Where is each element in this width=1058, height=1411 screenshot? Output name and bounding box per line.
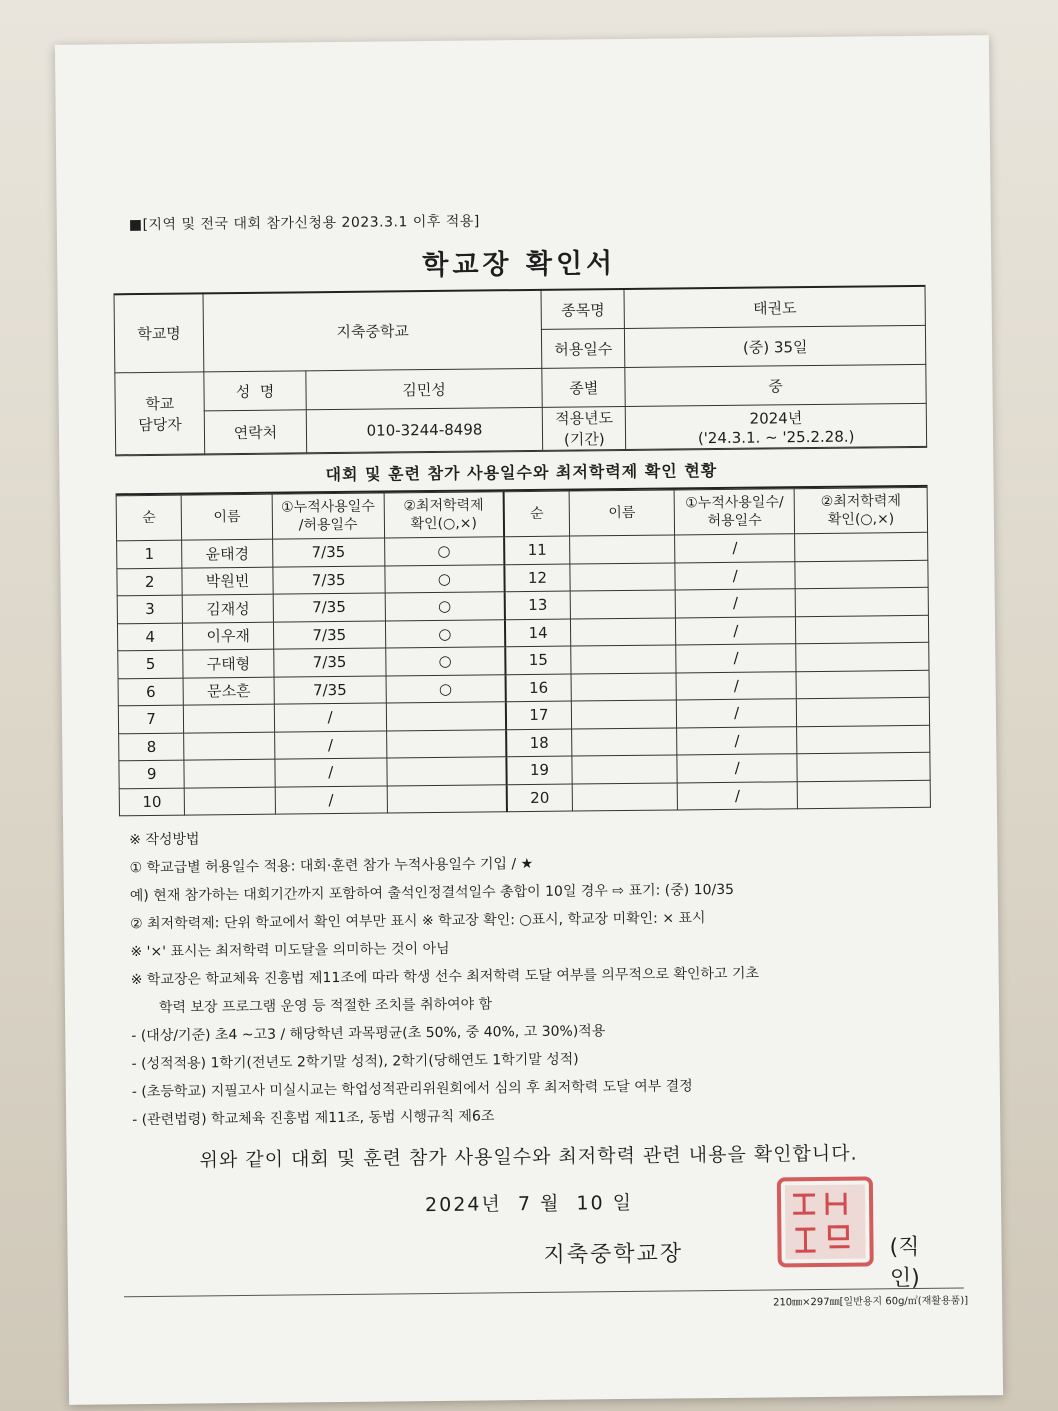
row-academic: ○ [385,619,505,648]
status-table [116,487,931,816]
row-academic-right [797,697,930,726]
document-paper [55,35,1003,1405]
row-name [184,704,275,732]
confirmation-text: 위와 같이 대회 및 훈련 참가 사용일수와 최저학력 관련 내용을 확인합니다. [199,1142,858,1172]
row-academic: ○ [385,647,505,676]
note-line-10: - (관련법령) 학교체육 진흥법 제11조, 동법 시행규칙 제6조 [132,1108,495,1129]
row-days-right: / [675,561,795,590]
document-title: 학교장 확인서 [422,248,617,282]
row-days: / [274,730,386,759]
row-name-right [570,590,676,619]
row-name: 이우재 [183,622,274,650]
phone-label: 연락처 [204,410,306,454]
category-value: 중 [625,364,926,406]
col-academic-right-line1: ②최저학력제 [820,493,902,510]
issue-date: 2024년 7 월 10 일 [424,1191,634,1217]
period-text: ('24.3.1. ~ '25.2.28.) [697,427,855,447]
row-days: 7/35 [273,593,385,622]
seal-mark-text: (직인) [889,1234,920,1292]
staff-label-line2: 담당자 [138,415,182,434]
name-value: 김민성 [306,368,543,409]
row-no: 4 [117,623,183,651]
official-seal-icon [775,1174,876,1269]
row-name [184,787,275,815]
row-name: 구태형 [183,649,274,677]
row-academic: ○ [386,674,506,703]
row-academic: ○ [384,564,504,593]
row-no-right: 17 [506,701,572,729]
row-academic-right [795,560,928,589]
year-label-line1: 적용년도 [555,409,614,428]
row-days-right: / [676,616,796,645]
paper-spec: 210㎜×297㎜[일반용지 60g/㎡(재활용품)] [772,1295,969,1309]
note-line-4: ※ '×' 표시는 최저학력 미도달을 의미하는 것이 아님 [130,940,450,961]
row-name-right [571,672,677,701]
signature-row [123,1218,969,1309]
allowed-days-value: (중) 35일 [625,325,926,367]
row-days: 7/35 [272,538,384,567]
row-name-right [569,535,675,564]
row-no-right: 15 [505,646,571,674]
row-no: 10 [119,788,185,816]
notes-section [119,818,934,1134]
year-label-line2: (기간) [563,430,605,449]
category-label: 종별 [542,367,625,407]
row-academic-right [797,752,930,781]
row-days: / [274,703,386,732]
name-label: 성 명 [204,371,306,411]
note-line-1: ① 학교급별 허용일수 적용: 대회·훈련 참가 누적사용일수 기입 / ★ [129,855,534,877]
principal-name: 지축중학교장 [543,1241,684,1268]
row-academic: ○ [384,537,504,566]
year-text: 2024년 [749,408,803,428]
row-name-right [572,755,678,784]
row-days-right: / [676,671,796,700]
document-sheet [113,206,969,1309]
col-days-line1: ①누적사용일수 [281,498,375,516]
row-academic-right [797,780,930,809]
note-line-9: - (초등학교) 지필고사 미실시교는 학업성적관리위원회에서 심의 후 최저학력 도달 여부 결정 [131,1078,693,1101]
row-name-right [571,727,677,756]
staff-label [115,372,205,455]
row-days: 7/35 [274,675,386,704]
event-value: 태권도 [624,286,925,329]
header-note: ■[지역 및 전국 대회 참가신청용 2023.3.1 이후 적용] [128,213,480,234]
row-no: 1 [117,540,183,568]
row-name: 윤태경 [182,539,273,567]
row-days-right: / [675,534,795,563]
col-no: 순 [116,495,182,541]
row-academic [387,784,507,813]
row-days-right: / [677,754,797,783]
row-no: 5 [118,650,184,678]
col-days-line2: /허용일수 [298,516,358,534]
row-name: 김재성 [182,594,273,622]
school-value: 지축중학교 [203,290,542,372]
staff-label-line1: 학교 [145,394,175,413]
row-no: 3 [117,595,183,623]
row-no-right: 11 [504,536,570,564]
row-academic-right [795,587,928,616]
note-line-6: 학력 보장 프로그램 운영 등 적절한 조치를 취하여야 함 [158,996,493,1016]
school-label: 학교명 [114,293,204,372]
status-title: 대회 및 훈련 참가 사용일수와 최저학력제 확인 현황 [115,447,927,496]
col-academic-right [794,487,927,533]
row-no-right: 12 [504,564,570,592]
row-no-right: 19 [506,756,572,784]
note-line-7: - (대상/기준) 초4 ~고3 / 해당학년 과목평균(초 50%, 중 40%, 고 30%)적용 [131,1023,606,1045]
row-days-right: / [675,589,795,618]
row-days-right: / [677,781,797,810]
year-label [542,406,625,450]
row-days: 7/35 [273,621,385,650]
col-academic-line1: ②최저학력제 [403,497,484,515]
row-no: 2 [117,568,183,596]
year-value [625,403,926,449]
allowed-days-label: 허용일수 [542,328,625,368]
row-name: 문소흔 [183,677,274,705]
col-no-right: 순 [504,491,570,537]
row-days: / [275,785,387,814]
row-days: / [275,758,387,787]
note-line-3: ② 최저학력제: 단위 학교에서 확인 여부만 표시 ※ 학교장 확인: ○표시, 학교장 미확인: × 표시 [130,910,706,933]
row-name-right [571,645,677,674]
col-name-right: 이름 [569,490,675,536]
row-name-right [570,562,676,591]
row-no: 9 [119,760,185,788]
col-academic-line2: 확인(○,×) [410,515,478,533]
note-line-5: ※ 학교장은 학교체육 진흥법 제11조에 따라 학생 선수 최저학력 도달 여부를 의무적으로 확인하고 기초 [130,965,760,989]
row-name-right [571,700,677,729]
row-academic-right [796,642,929,671]
row-name: 박원빈 [182,567,273,595]
row-academic: ○ [385,592,505,621]
row-name-right [572,782,678,811]
row-days: 7/35 [274,648,386,677]
row-academic [386,729,506,758]
row-no-right: 14 [505,619,571,647]
col-days-right-line2: 허용일수 [707,512,762,530]
row-name-right [570,617,676,646]
row-days-right: / [676,644,796,673]
row-academic [386,757,506,786]
row-academic [386,702,506,731]
col-academic-right-line2: 확인(○,×) [827,511,895,528]
row-no: 6 [118,678,184,706]
col-name: 이름 [181,494,272,540]
status-body [117,532,931,815]
info-table [114,285,928,455]
row-academic-right [796,670,929,699]
row-no-right: 20 [507,784,573,812]
row-no-right: 13 [505,591,571,619]
event-label: 종목명 [541,289,624,329]
row-days-right: / [677,726,797,755]
row-name [184,759,275,787]
note-line-8: - (성적적용) 1학기(전년도 2학기말 성적), 2학기(당해연도 1학기말 성적) [131,1051,579,1073]
row-academic-right [796,615,929,644]
row-no: 7 [118,705,184,733]
note-line-2: 예) 현재 참가하는 대회기간까지 포함하여 출석인정결석일수 총합이 10일 경우 ⇨ 표기: (중) 10/35 [129,881,735,905]
phone-value: 010-3244-8498 [306,407,543,452]
row-no-right: 18 [506,729,572,757]
row-academic-right [795,532,928,561]
row-no-right: 16 [506,674,572,702]
col-academic [384,492,505,538]
row-name [184,732,275,760]
notes-heading: ※ 작성방법 [129,831,200,849]
col-days [272,493,384,539]
row-days: 7/35 [273,566,385,595]
row-academic-right [797,725,930,754]
row-days-right: / [676,699,796,728]
col-days-right [674,489,795,535]
col-days-right-line1: ①누적사용일수/ [685,494,784,512]
row-no: 8 [119,733,185,761]
